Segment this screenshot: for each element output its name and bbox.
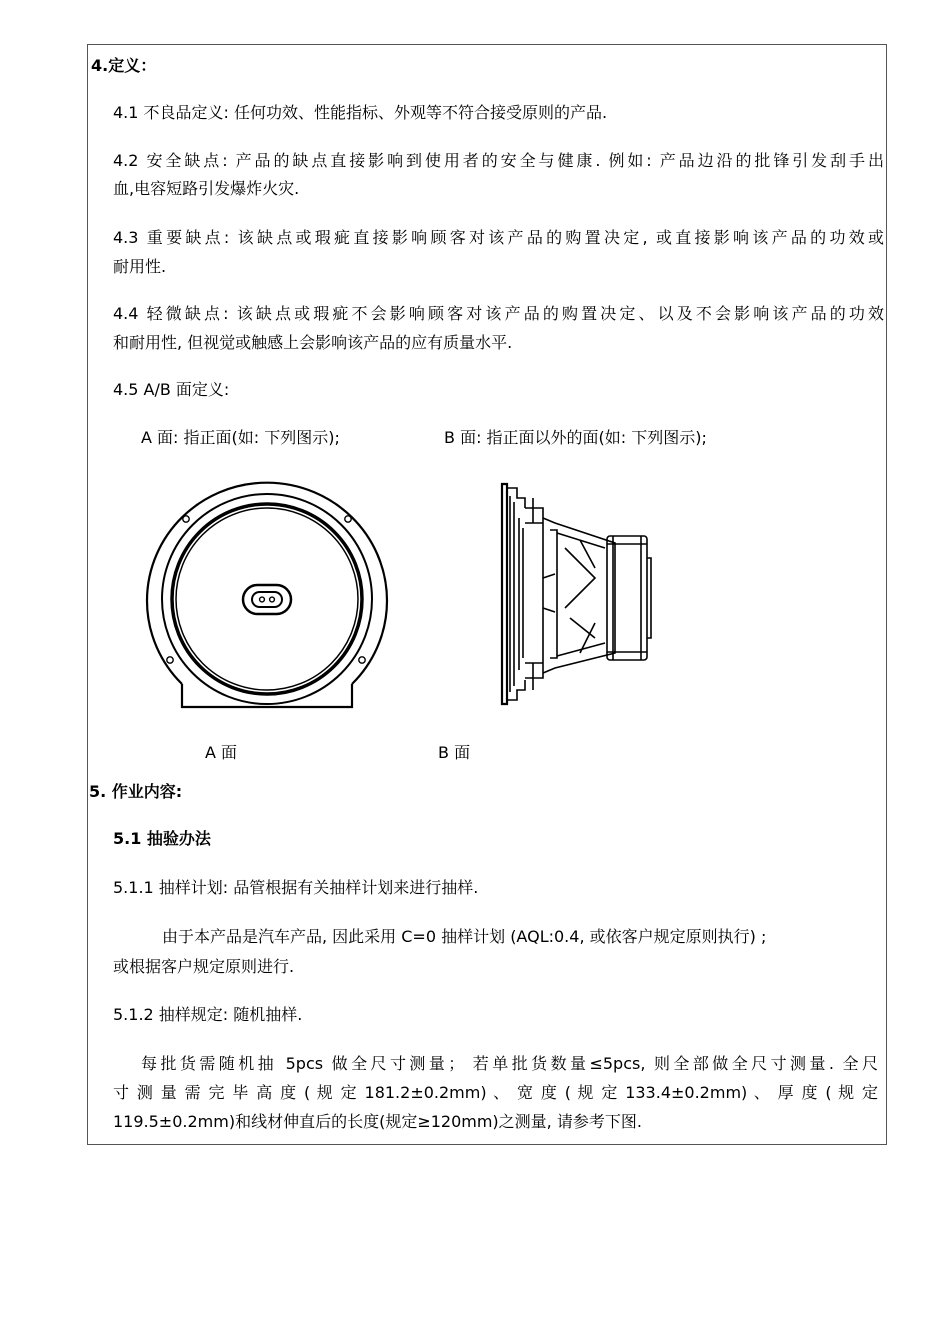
sampling-plan-5-1-1: 5.1.1 抽样计划: 品管根据有关抽样计划来进行抽样. [113,878,479,897]
sampling-paragraph-line2: 或根据客户规定原则进行. [113,957,295,976]
speaker-front-view-drawing [140,478,400,713]
definition-4-1: 4.1 不良品定义: 任何功效、性能指标、外观等不符合接受原则的产品. [113,103,608,122]
definition-4-4-line2: 和耐用性, 但视觉或触感上会影响该产品的应有质量水平. [113,333,513,352]
measurement-paragraph-line3: 119.5±0.2mm)和线材伸直后的长度(规定≥120mm)之测量, 请参考下图. [113,1112,642,1131]
a-side-caption: A 面 [205,743,238,762]
definition-4-2-line1: 4.2 安全缺点: 产品的缺点直接影响到使用者的安全与健康. 例如: 产品边沿的批锋引发刮手出 [113,151,884,170]
speaker-side-view-drawing [495,478,660,708]
subsection-5-1-heading: 5.1 抽验办法 [113,829,211,848]
section-4-heading: 4.定义： [91,56,157,75]
definition-4-2-line2: 血,电容短路引发爆炸火灾. [113,179,300,198]
definition-4-4-line1: 4.4 轻微缺点: 该缺点或瑕疵不会影响顾客对该产品的购置决定、以及不会影响该产品的功效 [113,304,884,323]
b-side-caption: B 面 [438,743,471,762]
b-side-definition: B 面: 指正面以外的面(如: 下列图示); [444,428,707,447]
sampling-rule-5-1-2: 5.1.2 抽样规定: 随机抽样. [113,1005,303,1024]
definition-4-3-line1: 4.3 重要缺点: 该缺点或瑕疵直接影响顾客对该产品的购置决定, 或直接影响该产品的功效或 [113,228,884,247]
a-side-definition: A 面: 指正面(如: 下列图示); [141,428,340,447]
measurement-paragraph-line2: 寸 测 量 需 完 毕 高 度 ( 规 定 181.2±0.2mm) 、 宽 度 ( 规 定 133.4±0.2mm) 、 厚 度 ( 规 定 [113,1083,878,1102]
measurement-paragraph-line1: 每批货需随机抽 5pcs 做全尺寸测量； 若单批货数量≤5pcs, 则全部做全尺寸测量. 全尺 [141,1054,878,1073]
definition-4-5: 4.5 A/B 面定义: [113,380,230,399]
sampling-paragraph-line1: 由于本产品是汽车产品, 因此采用 C=0 抽样计划 (AQL:0.4, 或依客户规定原则执行) ; [162,927,767,946]
definition-4-3-line2: 耐用性. [113,257,167,276]
section-5-heading: 5. 作业内容: [89,782,183,801]
